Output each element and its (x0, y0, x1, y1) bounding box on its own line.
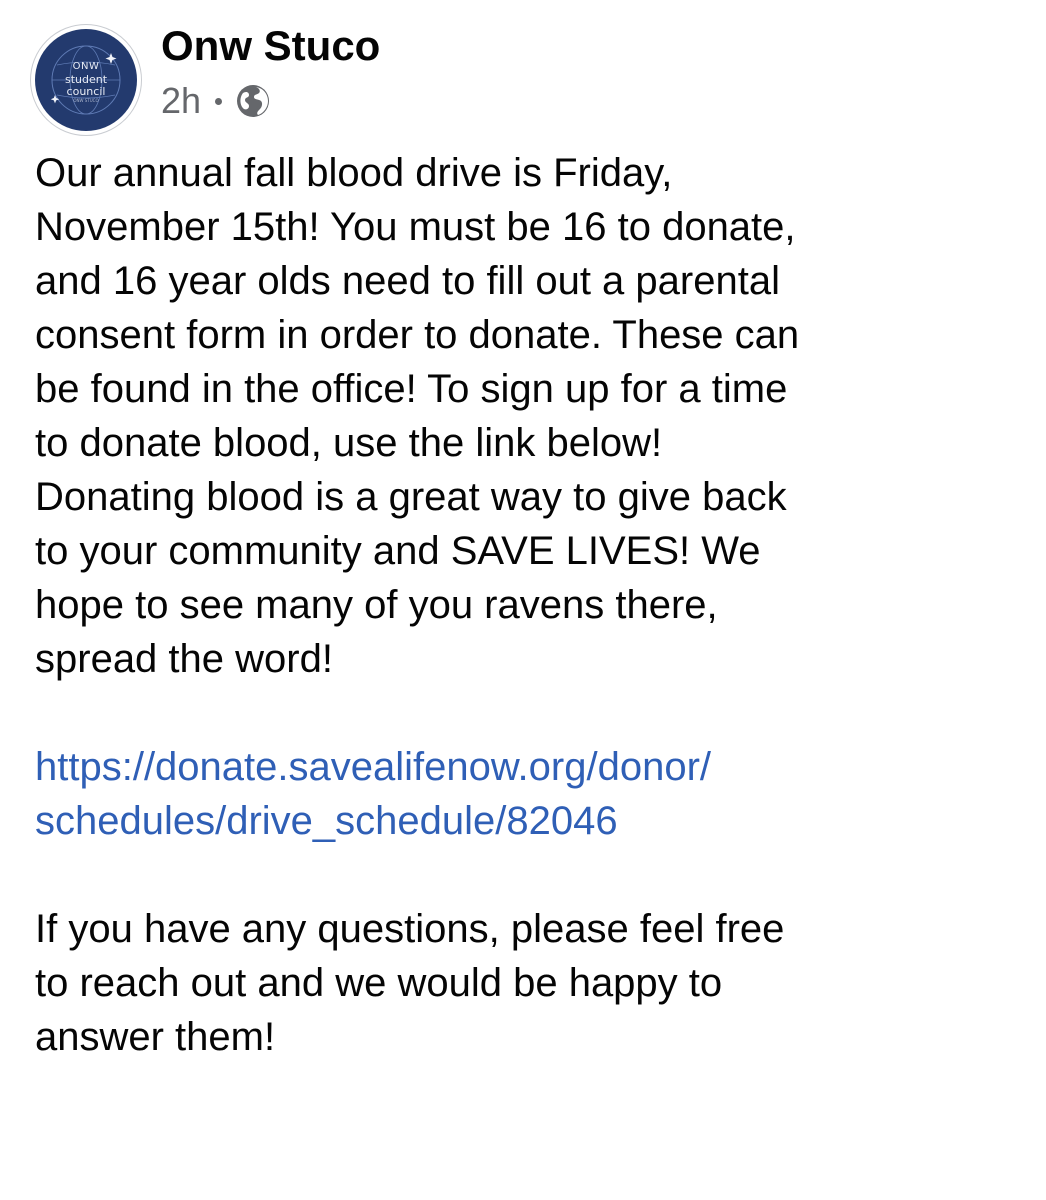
signup-link-line (35, 794, 1035, 848)
logo-text-line4: ONW STUCO (73, 98, 99, 103)
body-line: be found in the office! To sign up for a time (35, 367, 788, 411)
closing-line: to reach out and we would be happy to (35, 961, 723, 1005)
post-body (35, 146, 1035, 1064)
logo-text-line1: ONW (72, 61, 100, 72)
logo-text-line2: student (64, 73, 108, 86)
meta-separator-dot (215, 98, 222, 105)
closing-line: If you have any questions, please feel free (35, 907, 785, 951)
author-name[interactable]: Onw Stuco (161, 22, 381, 69)
signup-link[interactable]: https://donate.savealifenow.org/donor/ (35, 745, 712, 789)
body-line: November 15th! You must be 16 to donate, (35, 205, 796, 249)
globe-icon[interactable] (234, 82, 272, 120)
signup-link-line (35, 740, 1035, 794)
logo-text-line3: council (66, 85, 106, 98)
page-avatar[interactable] (30, 24, 142, 136)
post-timestamp[interactable]: 2h (161, 80, 202, 121)
body-line: to your community and SAVE LIVES! We (35, 529, 761, 573)
body-line: Donating blood is a great way to give back (35, 475, 787, 519)
body-line: hope to see many of you ravens there, (35, 583, 718, 627)
closing-line: answer them! (35, 1015, 276, 1059)
body-line: consent form in order to donate. These can (35, 313, 800, 357)
body-line: Our annual fall blood drive is Friday, (35, 151, 673, 195)
body-line: to donate blood, use the link below! (35, 421, 663, 465)
body-line: spread the word! (35, 637, 333, 681)
body-line: and 16 year olds need to fill out a parental (35, 259, 780, 303)
post-meta (161, 79, 272, 123)
signup-link-continued[interactable]: schedules/drive_schedule/82046 (35, 799, 618, 843)
student-council-logo (35, 29, 137, 131)
